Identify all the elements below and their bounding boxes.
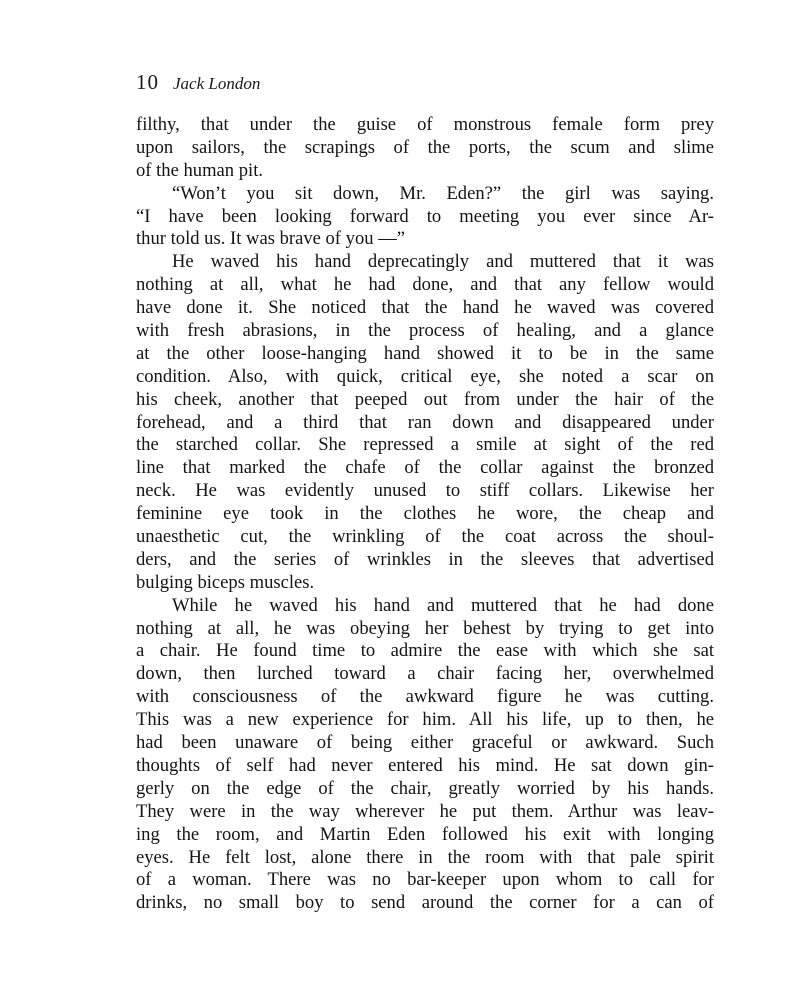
text-line: of the human pit. — [136, 159, 264, 181]
text-line: This was a new experience for him. All his life, up to then, he — [136, 709, 714, 731]
paragraph — [136, 114, 714, 183]
text-line: had been unaware of being either graceful or awkward. Such — [136, 732, 714, 754]
text-line: the starched collar. She repressed a smile at sight of the red — [136, 434, 714, 456]
text-line: feminine eye took in the clothes he wore, the cheap and — [136, 503, 714, 525]
body-text — [136, 114, 714, 915]
paragraph — [136, 595, 714, 915]
text-line: unaesthetic cut, the wrinkling of the coat across the shoul- — [136, 526, 714, 548]
text-line: down, then lurched toward a chair facing her, overwhelmed — [136, 663, 714, 685]
text-line: bulging biceps muscles. — [136, 571, 315, 593]
text-line: thoughts of self had never entered his mind. He sat down gin- — [136, 754, 714, 776]
text-line: ders, and the series of wrinkles in the sleeves that advertised — [136, 548, 714, 570]
text-line: gerly on the edge of the chair, greatly worried by his hands. — [136, 777, 714, 799]
text-line: neck. He was evidently unused to stiff collars. Likewise her — [136, 480, 714, 502]
text-line: thur told us. It was brave of you —” — [136, 228, 406, 250]
text-line: have done it. She noticed that the hand he waved was covered — [136, 297, 714, 319]
text-line: ing the room, and Martin Eden followed his exit with longing — [136, 823, 714, 845]
text-line: of a woman. There was no bar-keeper upon whom to call for — [136, 869, 714, 891]
text-line: with fresh abrasions, in the process of healing, and a glance — [136, 320, 714, 342]
text-line: “I have been looking forward to meeting you ever since Ar- — [136, 205, 714, 227]
text-line: They were in the way wherever he put them. Arthur was leav- — [136, 800, 714, 822]
text-line: with consciousness of the awkward figure he was cutting. — [136, 686, 714, 708]
text-line: “Won’t you sit down, Mr. Eden?” the girl was saying. — [172, 182, 714, 204]
text-line: nothing at all, he was obeying her behest by trying to get into — [136, 617, 714, 639]
running-head — [136, 70, 260, 95]
paragraph — [136, 251, 714, 594]
paragraph — [136, 183, 714, 252]
text-line: forehead, and a third that ran down and disappeared under — [136, 411, 714, 433]
text-line: condition. Also, with quick, critical eye, she noted a scar on — [136, 365, 714, 387]
text-line: drinks, no small boy to send around the corner for a can of — [136, 892, 714, 914]
page-number: 10 — [136, 70, 159, 94]
text-line: at the other loose-hanging hand showed it to be in the same — [136, 342, 714, 364]
text-line: nothing at all, what he had done, and that any fellow would — [136, 274, 714, 296]
text-line: eyes. He felt lost, alone there in the room with that pale spirit — [136, 846, 714, 868]
text-line: upon sailors, the scrapings of the ports, the scum and slime — [136, 136, 714, 158]
running-title: Jack London — [173, 74, 261, 93]
text-line: He waved his hand deprecatingly and muttered that it was — [172, 251, 714, 273]
text-line: While he waved his hand and muttered that he had done — [172, 594, 714, 616]
text-line: line that marked the chafe of the collar against the bronzed — [136, 457, 714, 479]
text-line: his cheek, another that peeped out from under the hair of the — [136, 388, 714, 410]
text-line: filthy, that under the guise of monstrous female form prey — [136, 114, 714, 135]
text-line: a chair. He found time to admire the ease with which she sat — [136, 640, 714, 662]
